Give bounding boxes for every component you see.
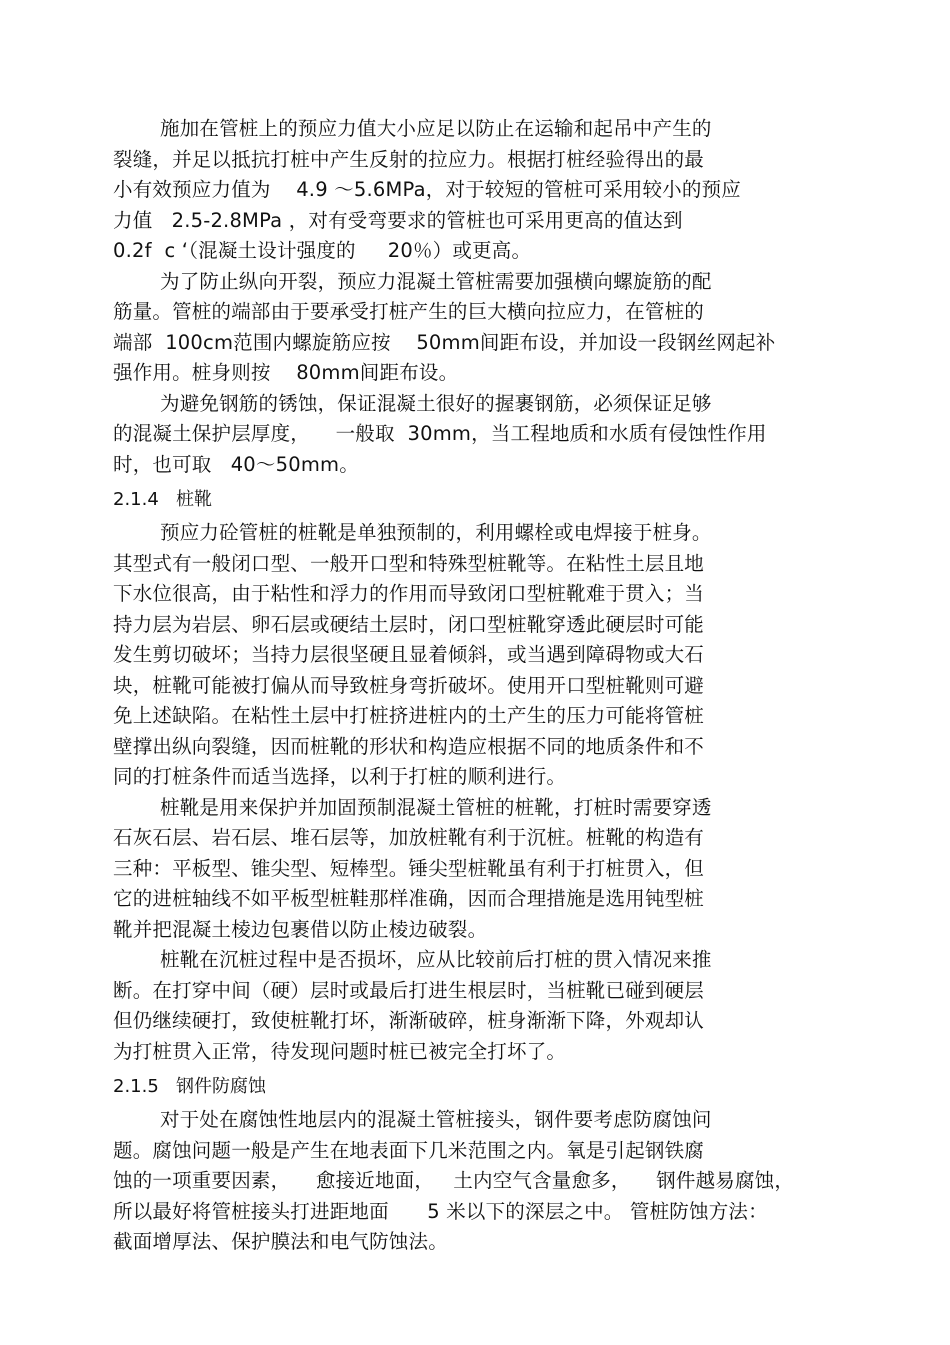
text-line: 下水位很高，由于粘性和浮力的作用而导致闭口型桩靴难于贯入；当	[113, 582, 705, 605]
text-line: 为打桩贯入正常，待发现问题时桩已被完全打坏了。	[113, 1039, 567, 1063]
text-line: 时，也可取 40～50mm。	[113, 452, 359, 476]
paragraph-pile-shoe-structure	[113, 793, 833, 946]
text-line: 截面增厚法、保护膜法和电气防蚀法。	[113, 1230, 448, 1253]
text-line: 它的进桩轴线不如平板型桩鞋那样准确，因而合理措施是选用钝型桩	[113, 887, 705, 910]
text-line: 筋量。管桩的端部由于要承受打桩产生的巨大横向拉应力，在管桩的	[113, 300, 705, 323]
text-line: 端部 100cm范围内螺旋筋应按 50mm间距布设，并加设一段钢丝网起补	[113, 330, 776, 354]
text-line: 0.2f c ‘（混凝土设计强度的 20％）或更高。	[113, 239, 532, 262]
text-line: 为了防止纵向开裂，预应力混凝土管桩需要加强横向螺旋筋的配	[160, 269, 712, 293]
text-line: 块，桩靴可能被打偏从而导致桩身弯折破坏。使用开口型桩靴则可避	[113, 673, 705, 697]
text-line: 三种：平板型、锥尖型、短棒型。锤尖型桩靴虽有利于打桩贯入，但	[113, 856, 705, 880]
text-line: 断。在打穿中间（硬）层时或最后打进生根层时，当桩靴已碰到硬层	[113, 978, 705, 1002]
text-line: 其型式有一般闭口型、一般开口型和特殊型桩靴等。在粘性土层且地	[113, 551, 705, 575]
text-line: 对于处在腐蚀性地层内的混凝土管桩接头，钢件要考虑防腐蚀问	[160, 1108, 712, 1131]
text-line: 裂缝，并足以抵抗打桩中产生反射的拉应力。根据打桩经验得出的最	[113, 147, 705, 171]
paragraph-corrosion-protection	[113, 1105, 833, 1258]
text-line: 壁撑出纵向裂缝，因而桩靴的形状和构造应根据不同的地质条件和不	[113, 734, 705, 758]
text-line: 桩靴在沉桩过程中是否损坏，应从比较前后打桩的贯入情况来推	[160, 948, 712, 971]
text-line: 小有效预应力值为 4.9 ～5.6MPa，对于较短的管桩可采用较小的预应	[113, 178, 741, 201]
document-body	[113, 114, 833, 1258]
text-line: 的混凝土保护层厚度， 一般取 30mm，当工程地质和水质有侵蚀性作用	[113, 422, 767, 445]
text-line: 所以最好将管桩接头打进距地面 5 米以下的深层之中。 管桩防蚀方法：	[113, 1199, 768, 1223]
text-line: 强作用。桩身则按 80mm间距布设。	[113, 361, 459, 384]
paragraph-concrete-cover	[113, 389, 833, 481]
text-line: 但仍继续硬打，致使桩靴打坏，渐渐破碎，桩身渐渐下降，外观却认	[113, 1009, 705, 1032]
text-line: 蚀的一项重要因素， 愈接近地面， 土内空气含量愈多， 钢件越易腐蚀，	[113, 1169, 795, 1192]
text-line: 力值 2.5-2.8MPa ，对有受弯要求的管桩也可采用更高的值达到	[113, 208, 683, 232]
text-line: 预应力砼管桩的桩靴是单独预制的，利用螺栓或电焊接于桩身。	[160, 521, 712, 544]
text-line: 题。腐蚀问题一般是产生在地表面下几米范围之内。氧是引起钢铁腐	[113, 1138, 705, 1162]
paragraph-spiral-reinforcement	[113, 267, 833, 389]
section-heading-pile-shoe: 2.1.4 桩靴	[113, 489, 212, 510]
text-line: 施加在管桩上的预应力值大小应足以防止在运输和起吊中产生的	[160, 117, 712, 140]
text-line: 桩靴是用来保护并加固预制混凝土管桩的桩靴，打桩时需要穿透	[160, 795, 712, 819]
paragraph-pile-shoe-damage	[113, 945, 833, 1067]
text-line: 为避免钢筋的锈蚀，保证混凝土很好的握裹钢筋，必须保证足够	[160, 391, 712, 415]
text-line: 靴并把混凝土棱边包裹借以防止棱边破裂。	[113, 917, 488, 941]
text-line: 同的打桩条件而适当选择，以利于打桩的顺利进行。	[113, 765, 567, 788]
text-line: 免上述缺陷。在粘性土层中打桩挤进桩内的土产生的压力可能将管桩	[113, 704, 705, 727]
text-line: 发生剪切破坏；当持力层很坚硬且显着倾斜，或当遇到障碍物或大石	[113, 643, 705, 666]
paragraph-pile-shoe-types	[113, 518, 833, 793]
text-line: 持力层为岩层、卵石层或硬结土层时，闭口型桩靴穿透此硬层时可能	[113, 612, 705, 636]
paragraph-prestress-value	[113, 114, 833, 267]
section-heading-corrosion: 2.1.5 钢件防腐蚀	[113, 1076, 266, 1097]
text-line: 石灰石层、岩石层、堆石层等，加放桩靴有利于沉桩。桩靴的构造有	[113, 826, 705, 849]
